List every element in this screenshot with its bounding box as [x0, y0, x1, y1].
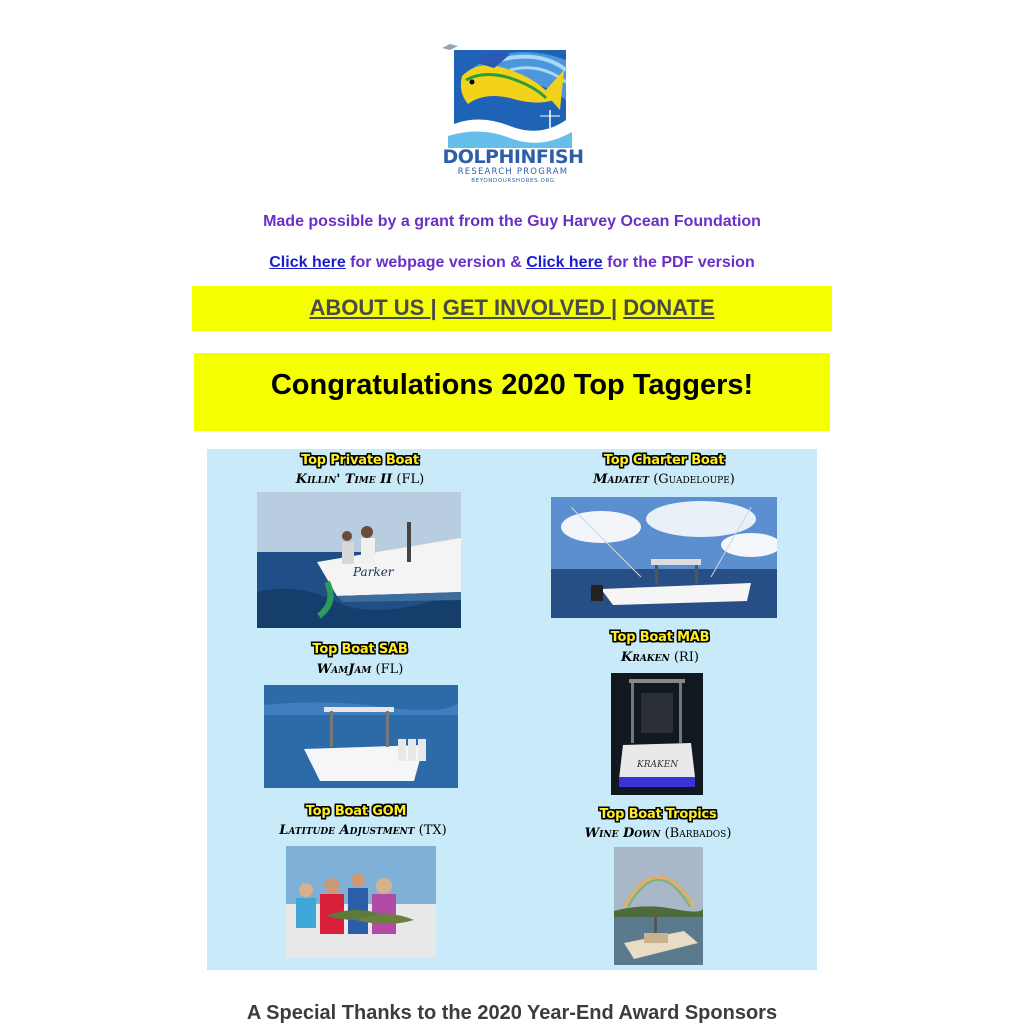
award-boat-charter: [539, 472, 789, 487]
nav-about-us[interactable]: ABOUT US: [309, 295, 431, 320]
sponsors-heading: A Special Thanks to the 2020 Year-End Award Sponsors: [246, 1002, 778, 1024]
award-boat-name: WamJam: [316, 662, 372, 677]
webpage-version-link[interactable]: Click here: [269, 254, 346, 271]
nav-donate[interactable]: DONATE: [623, 295, 715, 320]
version-links-end: for the PDF version: [602, 254, 755, 271]
award-boat-location: (Barbados): [664, 826, 732, 841]
grant-credit: Made possible by a grant from the Guy Harvey Ocean Foundation: [263, 213, 761, 230]
boat-photo-image: [551, 497, 777, 618]
version-links: [0, 254, 1024, 272]
award-badge-sab: Top Boat SAB: [312, 642, 408, 657]
award-boat-name: Madatet: [593, 472, 650, 487]
award-boat-mab: [535, 650, 785, 665]
award-badge-charter: Top Charter Boat: [603, 453, 725, 468]
congrats-headline: Congratulations 2020 Top Taggers!: [270, 369, 754, 401]
award-boat-sab: [235, 662, 485, 677]
award-boat-name: Wine Down: [584, 826, 661, 841]
award-badge-private: Top Private Boat: [301, 453, 419, 468]
boat-photo-image: [614, 847, 703, 965]
award-boat-location: (FL): [375, 662, 404, 677]
award-boat-location: (RI): [673, 650, 699, 665]
photo-latitude-adjustment[interactable]: [286, 846, 436, 958]
logo-subtitle: RESEARCH PROGRAM: [457, 167, 569, 177]
nav-separator: |: [430, 295, 443, 320]
award-boat-name: Killin' Time II: [295, 472, 393, 487]
photo-wine-down[interactable]: [614, 847, 703, 965]
version-links-mid: for webpage version &: [345, 254, 527, 271]
nav-separator: |: [611, 295, 624, 320]
boat-photo-image: [286, 846, 436, 958]
photo-madatet[interactable]: [551, 497, 777, 618]
congrats-banner: [194, 353, 830, 431]
dolphinfish-emblem: [440, 40, 580, 148]
nav-bar: [192, 286, 832, 331]
award-boat-location: (FL): [396, 472, 425, 487]
award-badge-tropics: Top Boat Tropics: [599, 807, 717, 822]
award-boat-private: [235, 472, 485, 487]
award-boat-gom: [221, 823, 505, 838]
boat-photo-image: [257, 492, 461, 628]
award-boat-tropics: [533, 826, 783, 841]
boat-photo-image: [611, 673, 703, 795]
award-boat-name: Kraken: [621, 650, 670, 665]
logo-url: BEYONDOURSHORES.ORG: [471, 178, 555, 184]
logo-title: DOLPHINFISH: [442, 146, 584, 168]
nav-get-involved[interactable]: GET INVOLVED: [442, 295, 611, 320]
photo-killin-time[interactable]: [257, 492, 461, 628]
killin-hull-text: Parker: [353, 565, 394, 579]
award-badge-gom: Top Boat GOM: [305, 804, 407, 819]
photo-kraken[interactable]: [611, 673, 703, 795]
kraken-hull-text: KRAKEN: [637, 760, 679, 770]
dolphinfish-logo[interactable]: [434, 40, 592, 186]
photo-wamjam[interactable]: [264, 685, 458, 788]
pdf-version-link[interactable]: Click here: [526, 254, 603, 271]
award-boat-name: Latitude Adjustment: [279, 823, 415, 838]
award-boat-location: (Guadeloupe): [653, 472, 735, 487]
awards-panel: [207, 449, 817, 970]
boat-photo-image: [264, 685, 458, 788]
award-badge-mab: Top Boat MAB: [610, 630, 710, 645]
award-boat-location: (TX): [418, 823, 447, 838]
